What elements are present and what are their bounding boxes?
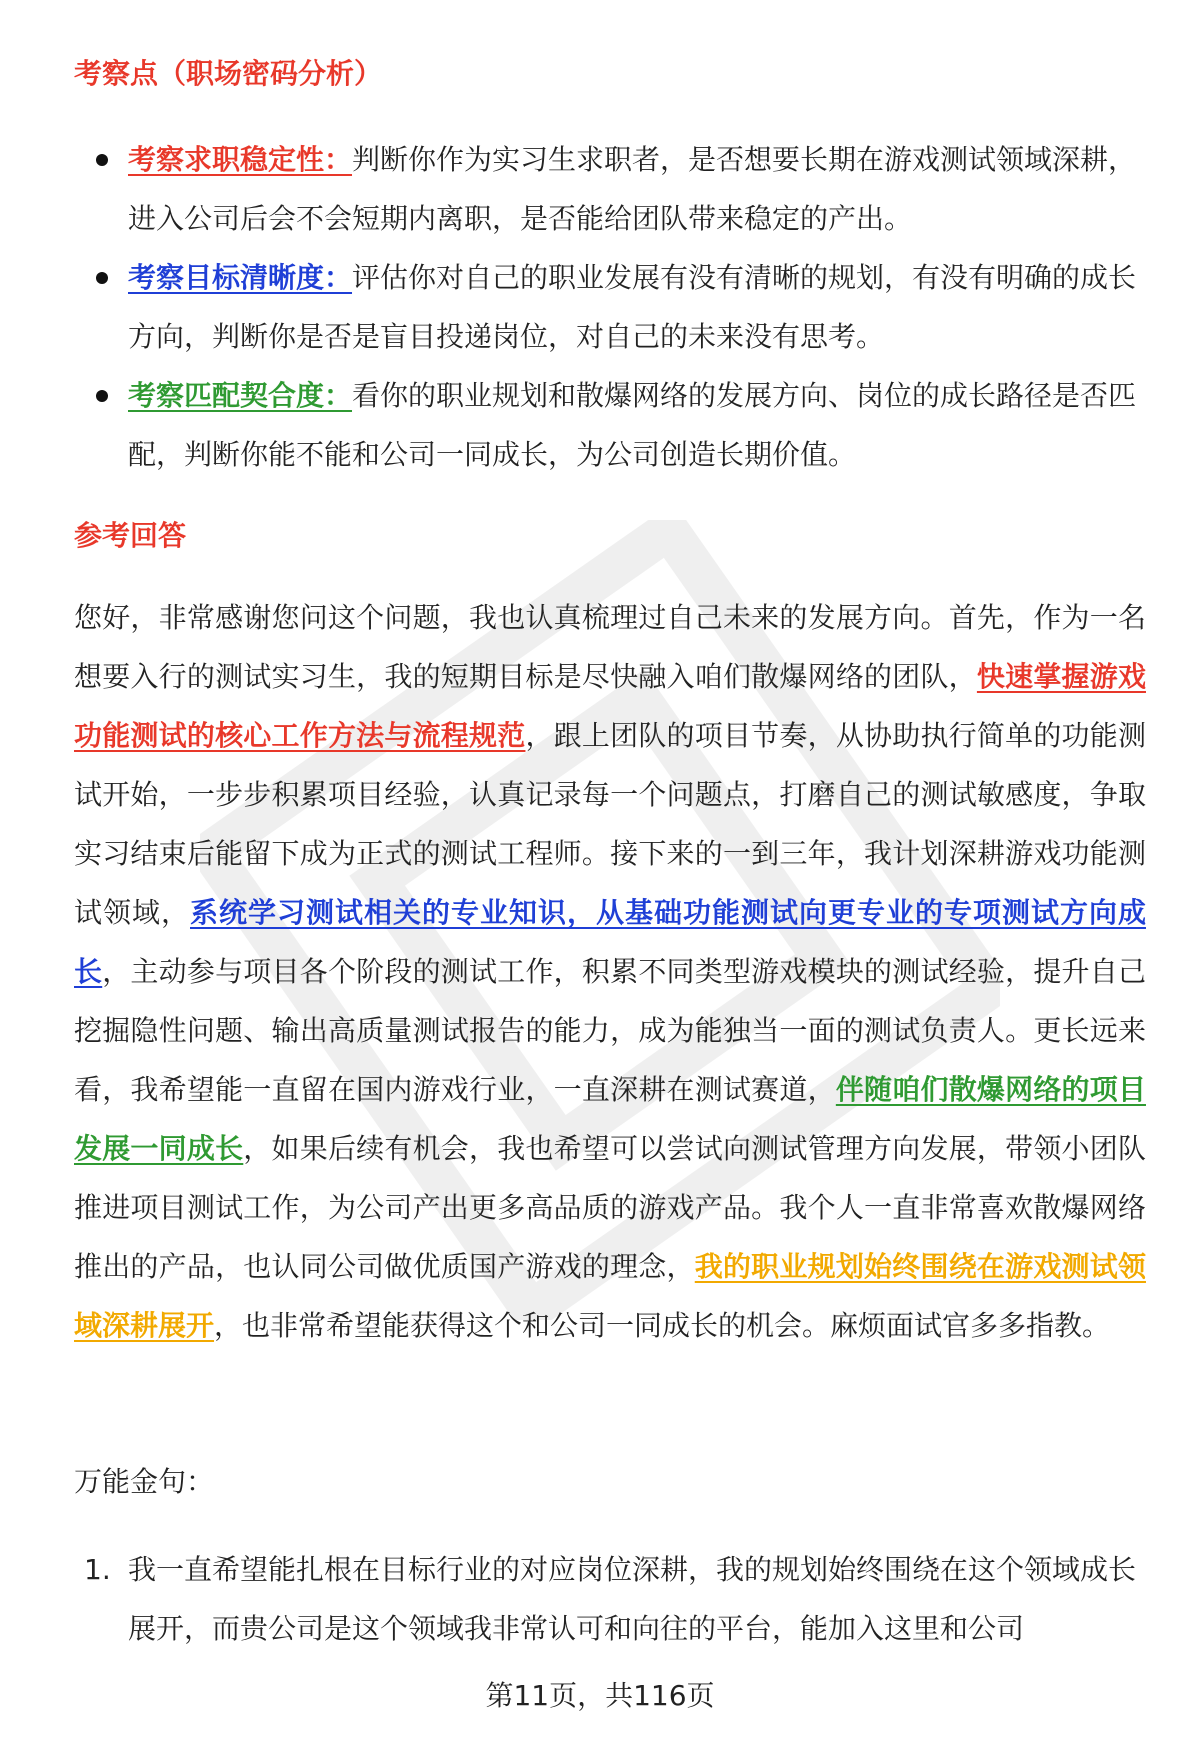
section-title-reference-answer: 参考回答 bbox=[74, 519, 187, 552]
answer-text: ，跟上团队的项目节奏，从协助执行简单的功能测试开始，一步步积累项目经验，认真记录每一个问题点，打磨自己的测试敏感度，争取实习结束后能留下成为正式的测试工程师。接下来的一到三年，我计划深耕游戏功能测试领域， bbox=[74, 719, 1146, 929]
bullet-text: 评估你对自己的职业发展有没有清晰的规划，有没有明确的成长方向，判断你是否是盲目投递岗位，对自己的未来没有思考。 bbox=[128, 261, 1137, 353]
bullet-icon bbox=[96, 154, 108, 166]
list-item bbox=[0, 366, 1200, 484]
answer-text: ，如果后续有机会，我也希望可以尝试向测试管理方向发展，带领小团队推进项目测试工作，为公司产出更多高品质的游戏产品。我个人一直非常喜欢散爆网络推出的产品，也认同公司做优质国产游戏的理念， bbox=[74, 1132, 1146, 1283]
bullet-text: 看你的职业规划和散爆网络的发展方向、岗位的成长路径是否匹配，判断你能不能和公司一同成长，为公司创造长期价值。 bbox=[128, 379, 1137, 471]
list-item-text: 我一直希望能扎根在目标行业的对应岗位深耕，我的规划始终围绕在这个领域成长展开，而贵公司是这个领域我非常认可和向往的平台，能加入这里和公司 bbox=[128, 1553, 1137, 1645]
list-item bbox=[0, 130, 1200, 248]
highlight-orange: 我的职业规划始终围绕在游戏测试领域深耕展开 bbox=[74, 1250, 1146, 1342]
list-number: 1. bbox=[84, 1553, 111, 1586]
list-item bbox=[0, 1540, 1200, 1658]
answer-paragraph bbox=[74, 588, 1146, 1355]
section-title-exam-points: 考察点（职场密码分析） bbox=[74, 57, 383, 90]
highlight-green: 伴随咱们散爆网络的项目发展一同成长 bbox=[74, 1073, 1146, 1165]
golden-sentence-list bbox=[0, 1540, 1200, 1658]
bullet-icon bbox=[96, 390, 108, 402]
page-footer: 第11页，共116页 bbox=[485, 1679, 715, 1712]
bullet-lead: 考察求职稳定性： bbox=[128, 143, 353, 176]
list-item bbox=[0, 248, 1200, 366]
answer-text: ，主动参与项目各个阶段的测试工作，积累不同类型游戏模块的测试经验，提升自己挖掘隐性问题、输出高质量测试报告的能力，成为能独当一面的测试负责人。更长远来看，我希望能一直留在国内游戏行业，一直深耕在测试赛道， bbox=[74, 955, 1146, 1106]
answer-text: 您好，非常感谢您问这个问题，我也认真梳理过自己未来的发展方向。首先，作为一名想要入行的测试实习生，我的短期目标是尽快融入咱们散爆网络的团队， bbox=[74, 601, 1146, 693]
exam-points-list bbox=[0, 130, 1200, 484]
highlight-red: 快速掌握游戏功能测试的核心工作方法与流程规范 bbox=[74, 660, 1146, 752]
bullet-lead: 考察目标清晰度： bbox=[128, 261, 353, 294]
answer-text: ，也非常希望能获得这个和公司一同成长的机会。麻烦面试官多多指教。 bbox=[214, 1309, 1111, 1342]
bullet-lead: 考察匹配契合度： bbox=[128, 379, 353, 412]
bullet-text: 判断你作为实习生求职者，是否想要长期在游戏测试领域深耕，进入公司后会不会短期内离职，是否能给团队带来稳定的产出。 bbox=[128, 143, 1137, 235]
golden-sentence-title: 万能金句： bbox=[74, 1465, 215, 1498]
bullet-icon bbox=[96, 272, 108, 284]
highlight-blue: 系统学习测试相关的专业知识，从基础功能测试向更专业的专项测试方向成长 bbox=[74, 896, 1146, 988]
